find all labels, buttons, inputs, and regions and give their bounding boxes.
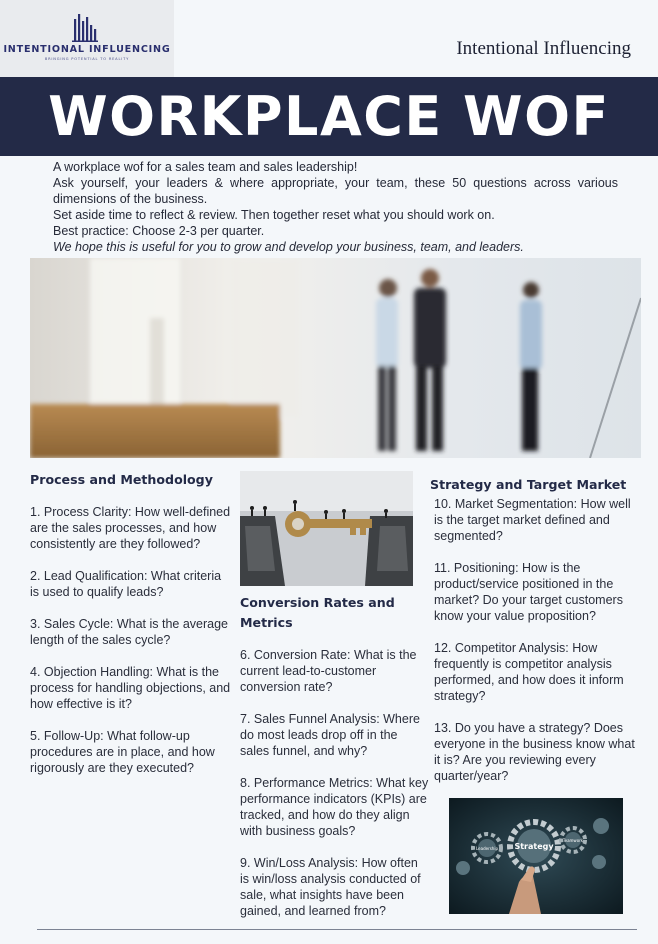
conversion-section <box>240 471 430 919</box>
header-brand: Intentional Influencing <box>456 38 631 59</box>
question-item: 7. Sales Funnel Analysis: Where do most leads drop off in the sales funnel, and why? <box>240 712 420 758</box>
process-section <box>30 470 232 776</box>
strategy-section <box>430 475 635 914</box>
gear-label: Leadership <box>476 846 498 851</box>
logo-name: INTENTIONAL INFLUENCING <box>3 44 171 55</box>
bar-chart-logo-icon <box>72 11 98 43</box>
question-item: 10. Market Segmentation: How well is the target market defined and segmented? <box>434 497 631 543</box>
intro-text <box>53 160 618 255</box>
intro-line: Best practice: Choose 2-3 per quarter. <box>53 223 265 238</box>
intro-line: Ask yourself, your leaders & where appropriate, your team, these 50 questions across various dimensions of the business. <box>53 175 618 206</box>
page-title: WORKPLACE WOF <box>48 85 610 148</box>
question-item: 6. Conversion Rate: What is the current lead-to-customer conversion rate? <box>240 648 417 694</box>
strategy-gears-image <box>449 798 623 914</box>
gear-label: Strategy <box>514 842 554 851</box>
question-item: 4. Objection Handling: What is the process for handling objections, and how effective is it? <box>30 665 231 711</box>
hero-photo <box>30 258 641 458</box>
section-heading: Conversion Rates and Metrics <box>240 595 395 630</box>
intro-line: Set aside time to reflect & review. Then together reset what you should work on. <box>53 207 495 222</box>
logo-tagline: BRINGING POTENTIAL TO REALITY <box>44 57 130 61</box>
question-item: 11. Positioning: How is the product/service positioned in the market? Do your target customers know your value proposition? <box>434 561 623 623</box>
title-banner <box>0 77 658 156</box>
question-item: 3. Sales Cycle: What is the average length of the sales cycle? <box>30 617 229 647</box>
gear-label: Teamwork <box>562 838 584 843</box>
key-bridge-image <box>240 471 413 586</box>
question-item: 8. Performance Metrics: What key performance indicators (KPIs) are tracked, and how do they align with business goals? <box>240 776 429 838</box>
question-item: 5. Follow-Up: What follow-up procedures are in place, and how rigorously are they executed? <box>30 729 215 775</box>
question-item: 9. Win/Loss Analysis: How often is win/loss analysis conducted of sale, what insights have been gained, and learned from? <box>240 856 421 918</box>
logo <box>0 0 174 77</box>
section-heading: Process and Methodology <box>30 472 213 487</box>
question-item: 12. Competitor Analysis: How frequently is competitor analysis performed, and how does it inform strategy? <box>434 641 624 703</box>
question-item: 13. Do you have a strategy? Does everyone in the business know what it is? Are you reviewing every quarter/year? <box>434 721 635 783</box>
intro-line: We hope this is useful for you to grow and develop your business, team, and leaders. <box>53 239 524 254</box>
footer-divider <box>37 929 637 930</box>
intro-line: A workplace wof for a sales team and sales leadership! <box>53 160 358 174</box>
section-heading: Strategy and Target Market <box>430 477 627 492</box>
question-item: 1. Process Clarity: How well-defined are the sales processes, and how consistently are they followed? <box>30 505 231 551</box>
question-item: 2. Lead Qualification: What criteria is used to qualify leads? <box>30 569 222 599</box>
